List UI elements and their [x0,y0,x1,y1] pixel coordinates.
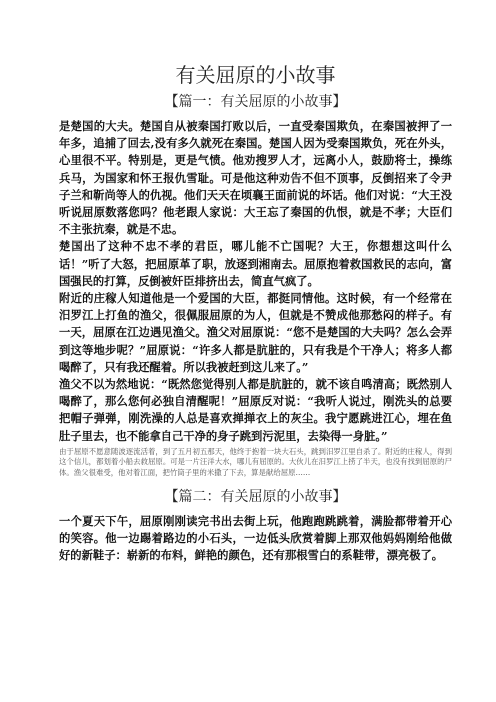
section-2-heading: 【篇二：有关屈原的小故事】 [164,488,347,505]
section-1-paragraph-1: 是楚国的大夫。楚国自从被秦国打败以后，一直受秦国欺负，在秦国被押了一年多，追捕了回去,没有多久就死在秦国。楚国人因为受秦国欺负，死在外头，心里很不平。特别是，更是气愤。他劝搜罗人才，远离小人，鼓励将士，操练兵马，为国家和怀王报仇雪耻。可是他这种劝告不但不顶事，反倒招来了令尹子兰和靳尚等人的仇视。他们天天在顷襄王面前说的坏话。他们对说：“大王没听说屈原数落您吗？他老跟人家说：大王忘了秦国的仇恨，就是不孝；大臣们不主张抗秦，就是不忠。 [59,119,452,237]
section-1-paragraph-2: 楚国出了这种不忠不孝的君臣，哪儿能不亡国呢？大王，你想想这叫什么话！”听了大怒，把屈原革了职，放逐到湘南去。屈原抱着救国救民的志向，富国强民的打算，反倒被奸臣排挤出去，简直气疯了。 [59,239,452,288]
section-1-note: 由于屈原不愿意随波逐流活着，到了五月初五那天，他终于抱着一块大石头，跳到汨罗江里自杀了。附近的庄稼人，得到这个信儿，都划着小船去救屈原。可是一片汪洋大水，哪儿有屈原的。大伙儿在汨罗江上捞了半天，也没有找到屈原的尸体。渔父很难受，他对着江面，把竹筒子里的米撒了下去，算是献给屈原…… [59,446,452,478]
document-title: 有关屈原的小故事 [175,63,336,87]
section-2-paragraph-1: 一个夏天下午，屈原刚刚读完书出去街上玩，他跑跑跳跳着，满脸都带着开心的笑容。他一边踢着路边的小石头，一边低头欣赏着脚上那双他妈妈刚给他做好的新鞋子：崭新的布料，鲜艳的颜色，还有那根雪白的系鞋带，漂亮极了。 [59,513,452,563]
section-1-heading: 【篇一：有关屈原的小故事】 [164,94,347,110]
section-1-paragraph-3: 附近的庄稼人知道他是一个爱国的大臣，都挺同情他。这时候，有一个经常在汨罗江上打鱼的渔父，很佩服屈原的为人，但就是不赞成他那愁闷的样子。有一天，屈原在江边遇见渔父。渔父对屈原说：“您不是楚国的大夫吗？怎么会弄到这等地步呢？”屈原说：“许多人都是肮脏的，只有我是个干净人；将多人都喝醉了，只有我还醒着。所以我被赶到这儿来了。” [59,291,452,374]
section-1-paragraph-4: 渔父不以为然地说：“既然您觉得别人都是肮脏的，就不该自鸣清高；既然别人喝醉了，那么您何必独自清醒呢！”屈原反对说：“我听人说过，刚洗头的总要把帽子弹弹，刚洗澡的人总是喜欢掸掸衣上的灰尘。我宁愿跳进江心，埋在鱼肚子里去，也不能拿自己干净的身子跳到污泥里，去染得一身脏。” [59,377,452,443]
